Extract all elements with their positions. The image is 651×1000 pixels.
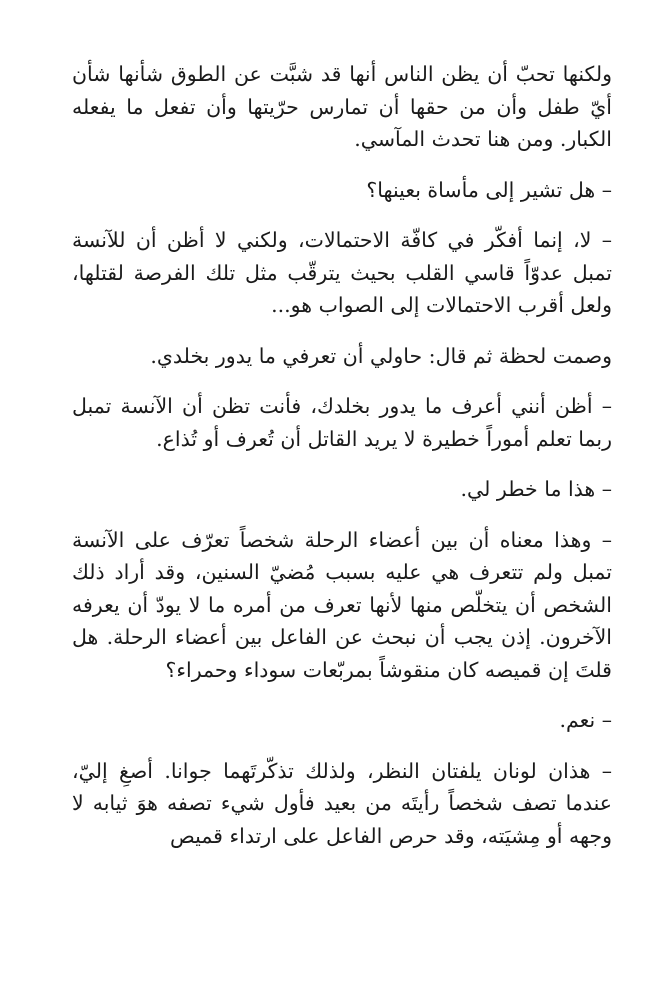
paragraph-8: – نعم. [559, 708, 612, 732]
paragraph-4: وصمت لحظة ثم قال: حاولي أن تعرفي ما يدور بخلدي. [150, 343, 612, 368]
paragraph-3: – لا، إنما أفكّر في كافّة الاحتمالات، ولكني لا أظن أن للآنسة تمبل عدوّاً قاسي القلب بحيث يترقّب مثل تلك الفرصة لقتلها، ولعل أقرب الاحتمالات إلى الصواب هو... [72, 228, 612, 317]
paragraph-2: – هل تشير إلى مأساة بعينها؟ [366, 177, 612, 202]
paragraph-9: – هذان لونان يلفتان النظر، ولذلك تذكّرتَهما جوانا. أصغِ إليّ، عندما تصف شخصاً رأيتَه من بعيد فأول شيء تصفه هوَ ثيابه لا وجهه أو مِشيَته، وقد حرص الفاعل على ارتداء قميص [72, 758, 612, 848]
book-page [72, 58, 612, 870]
paragraph-1: ولكنها تحبّ أن يظن الناس أنها قد شبَّت عن الطوق شأنها شأن أيّ طفل وأن من حقها أن تمارس حرّيتها وأن تفعل ما يفعله الكبار. ومن هنا تحدث المآسي. [72, 62, 612, 151]
paragraph-7: – وهذا معناه أن بين أعضاء الرحلة شخصاً تعرّف على الآنسة تمبل ولم تتعرف هي عليه بسبب مُضيّ السنين، وقد أراد ذلك الشخص أن يتخلّص منها لأنها تعرف من أمره ما لا يودّ أن يعرفه الآخرون. إذن يجب أن نبحث عن الفاعل بين أعضاء الرحلة. هل قلتَ إن قميصه كان منقوشاً بمربّعات سوداء وحمراء؟ [72, 527, 612, 682]
paragraph-5: – أظن أنني أعرف ما يدور بخلدك، فأنت تظن أن الآنسة تمبل ربما تعلم أموراً خطيرة لا يريد القاتل أن تُعرف أو تُذاع. [72, 394, 612, 451]
paragraph-6: – هذا ما خطر لي. [460, 477, 612, 501]
